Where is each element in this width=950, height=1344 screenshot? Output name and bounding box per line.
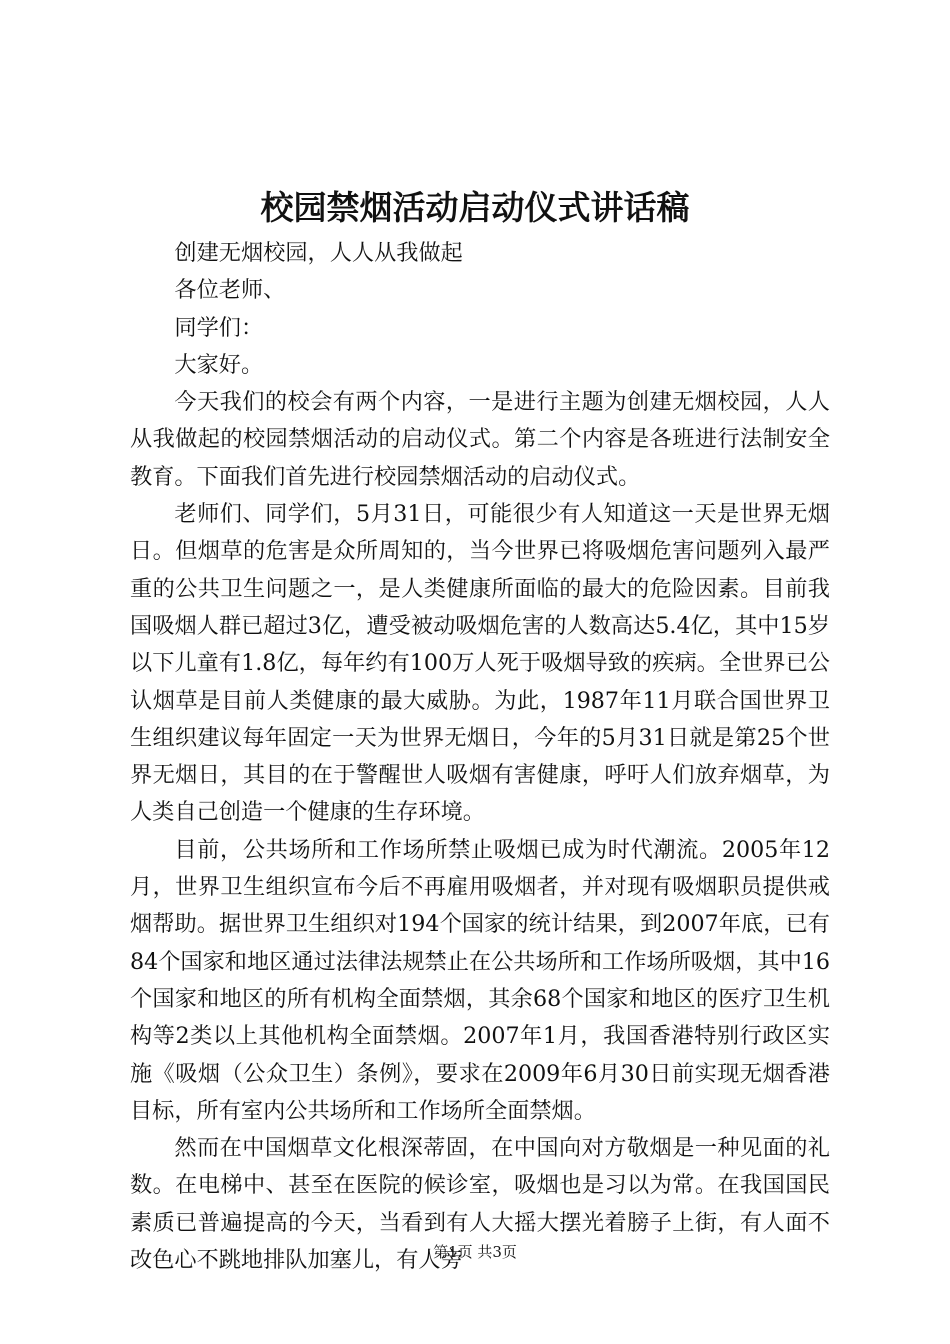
paragraph-tobacco-culture: 然而在中国烟草文化根深蒂固，在中国向对方敬烟是一种见面的礼数。在电梯中、甚至在医院的候诊室，吸烟也是习以为常。在我国国民素质已普遍提高的今天，当看到有人大摇大摆光着膀子上街，有人面不改色心不跳地排队加塞儿，有人旁 (130, 1135, 830, 1274)
paragraph-greeting-teachers: 各位老师、 (174, 277, 286, 304)
document-title: 校园禁烟活动启动仪式讲话稿 (260, 188, 690, 227)
page-footer: 第1页 共3页 (433, 1243, 517, 1261)
paragraph-subtitle: 创建无烟校园，人人从我做起 (174, 240, 463, 266)
paragraph-intro: 今天我们的校会有两个内容，一是进行主题为创建无烟校园，人人从我做起的校园禁烟活动的启动仪式。第二个内容是各班进行法制安全教育。下面我们首先进行校园禁烟活动的启动仪式。 (130, 389, 830, 490)
paragraph-world-no-tobacco-day: 老师们、同学们，5月31日，可能很少有人知道这一天是世界无烟日。但烟草的危害是众所周知的，当今世界已将吸烟危害问题列入最严重的公共卫生问题之一，是人类健康所面临的最大的危险因素。目前我国吸烟人群已超过3亿，遭受被动吸烟危害的人数高达5.4亿，其中15岁以下儿童有1.8亿，每年约有100万人死于吸烟导致的疾病。全世界已公认烟草是目前人类健康的最大威胁。为此，1987年11月联合国世界卫生组织建议每年固定一天为世界无烟日，今年的5月31日就是第25个世界无烟日，其目的在于警醒世人吸烟有害健康，呼吁人们放弃烟草，为人类自己创造一个健康的生存环境。 (130, 501, 830, 826)
paragraph-public-places: 目前，公共场所和工作场所禁止吸烟已成为时代潮流。2005年12月，世界卫生组织宣布今后不再雇用吸烟者，并对现有吸烟职员提供戒烟帮助。据世界卫生组织对194个国家的统计结果，到2007年底，已有84个国家和地区通过法律法规禁止在公共场所和工作场所吸烟，其中16个国家和地区的所有机构全面禁烟，其余68个国家和地区的医疗卫生机构等2类以上其他机构全面禁烟。2007年1月，我国香港特别行政区实施《吸烟（公众卫生）条例》，要求在2009年6月30日前实现无烟香港目标，所有室内公共场所和工作场所全面禁烟。 (130, 836, 830, 1124)
paragraph-hello: 大家好。 (174, 351, 264, 378)
paragraph-greeting-students: 同学们： (174, 314, 264, 341)
document-body (130, 235, 830, 1279)
